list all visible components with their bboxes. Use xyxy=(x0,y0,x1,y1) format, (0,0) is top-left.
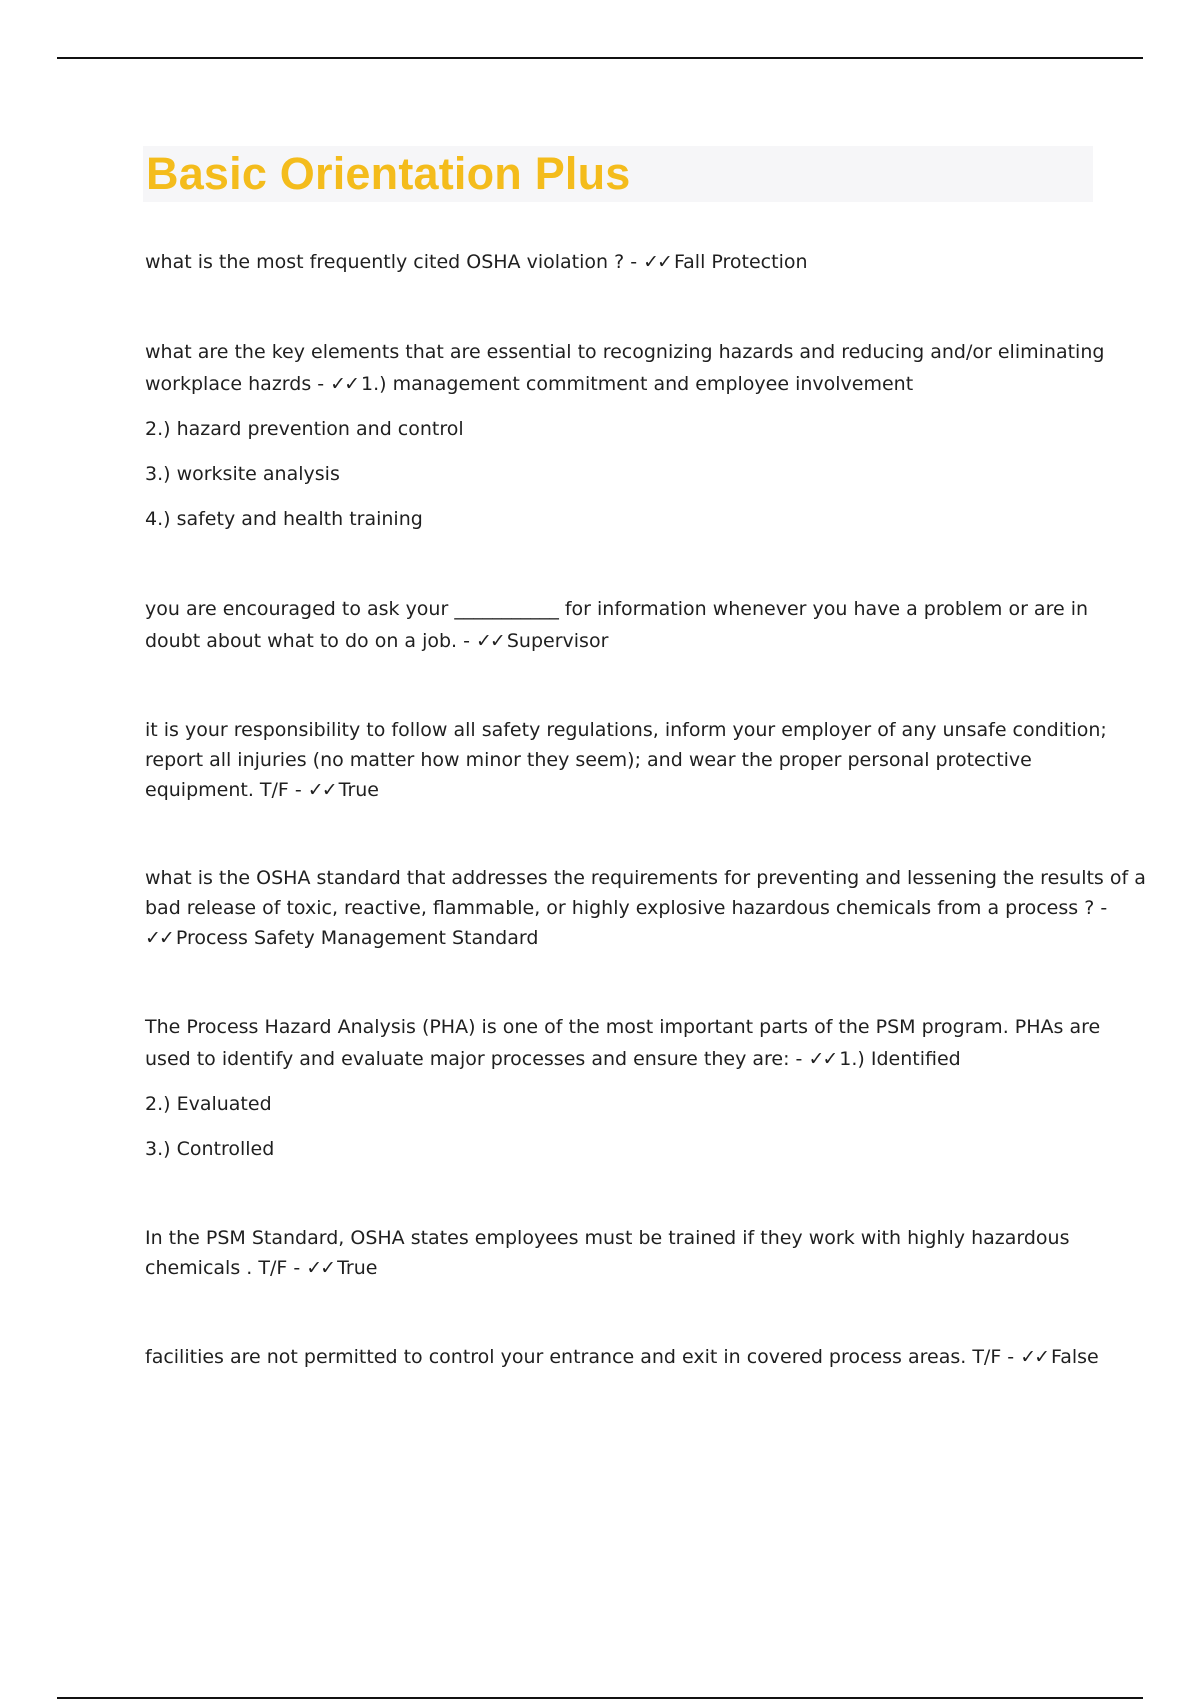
checkmark-icon: ✓✓ xyxy=(643,251,671,273)
answer-text: True xyxy=(337,1257,378,1279)
document-title: Basic Orientation Plus xyxy=(146,148,631,199)
qa-item-1 xyxy=(145,246,1095,278)
question-text: equipment. T/F - xyxy=(145,779,308,801)
answer-text: True xyxy=(338,779,379,801)
answer-list-item: 3.) Controlled xyxy=(145,1138,275,1160)
qa-item-7 xyxy=(145,1223,1095,1283)
question-text: you are encouraged to ask your ___________ for information whenever you have a problem or are in xyxy=(145,598,1089,620)
answer-text: Supervisor xyxy=(506,630,609,652)
qa-item-5 xyxy=(145,863,1146,953)
qa-item-2 xyxy=(145,336,1105,535)
answer-list-item: 4.) safety and health training xyxy=(145,508,423,530)
question-text: facilities are not permitted to control your entrance and exit in covered process areas. T/F - xyxy=(145,1346,1021,1368)
question-text: In the PSM Standard, OSHA states employees must be trained if they work with highly hazardous xyxy=(145,1227,1070,1249)
checkmark-icon: ✓✓ xyxy=(307,779,336,801)
qa-item-3 xyxy=(145,593,1095,657)
question-text: what is the most frequently cited OSHA violation ? - xyxy=(145,251,644,273)
qa-item-6 xyxy=(145,1011,1101,1165)
question-text: what is the OSHA standard that addresses the requirements for preventing and lessening the results of a xyxy=(145,867,1146,889)
bottom-rule xyxy=(57,1697,1143,1699)
question-text: what are the key elements that are essential to recognizing hazards and reducing and/or eliminating xyxy=(145,341,1105,363)
answer-list-item: 3.) worksite analysis xyxy=(145,463,340,485)
question-text: workplace hazrds - xyxy=(145,373,331,395)
question-text: bad release of toxic, reactive, flammable, or highly explosive hazardous chemicals from a process ? - xyxy=(145,897,1108,919)
qa-item-8 xyxy=(145,1341,1099,1373)
qa-item-4 xyxy=(145,715,1107,805)
qa-content xyxy=(145,246,1146,1373)
answer-text: Process Safety Management Standard xyxy=(175,927,539,949)
answer-list-item: 2.) hazard prevention and control xyxy=(145,418,464,440)
question-text: chemicals . T/F - xyxy=(145,1257,307,1279)
checkmark-icon: ✓✓ xyxy=(145,927,173,949)
question-text: used to identify and evaluate major processes and ensure they are: - xyxy=(145,1048,809,1070)
checkmark-icon: ✓✓ xyxy=(476,630,504,652)
top-rule xyxy=(57,57,1143,59)
answer-list-item: 2.) Evaluated xyxy=(145,1093,272,1115)
answer-text: 1.) Identified xyxy=(839,1048,961,1070)
question-text: it is your responsibility to follow all safety regulations, inform your employer of any unsafe condition; xyxy=(145,719,1107,741)
checkmark-icon: ✓✓ xyxy=(1020,1346,1049,1368)
answer-text: Fall Protection xyxy=(673,251,808,273)
question-text: doubt about what to do on a job. - xyxy=(145,630,477,652)
checkmark-icon: ✓✓ xyxy=(330,373,359,395)
answer-text: 1.) management commitment and employee involvement xyxy=(361,373,914,395)
question-text: The Process Hazard Analysis (PHA) is one of the most important parts of the PSM program. PHAs are xyxy=(145,1016,1101,1038)
answer-text: False xyxy=(1051,1346,1099,1368)
checkmark-icon: ✓✓ xyxy=(808,1048,837,1070)
checkmark-icon: ✓✓ xyxy=(306,1257,335,1279)
question-text: report all injuries (no matter how minor they seem); and wear the proper personal protective xyxy=(145,749,1032,771)
